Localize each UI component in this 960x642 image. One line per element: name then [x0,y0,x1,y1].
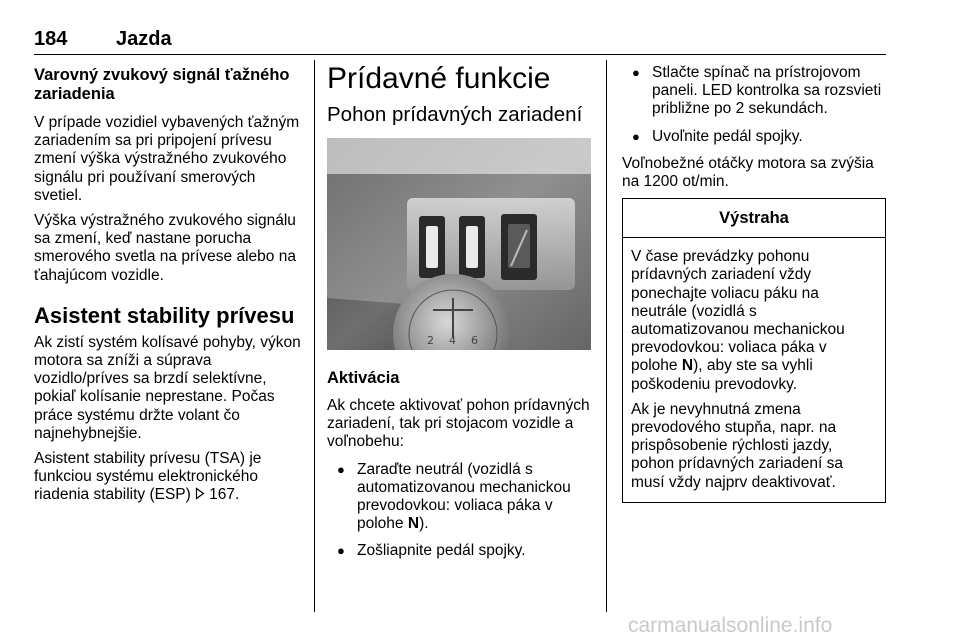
warning-p1-end: ), aby ste sa vyhli poškodeniu prevodovky. [631,357,813,393]
step-text: Stlačte spínač na prístrojovom paneli. LED kontrolka sa rozsvieti približne po 2 sekundách. [652,64,882,118]
column-divider-left [314,60,315,612]
warning-p1-text: V čase prevádzky pohonu prídavných zariadení vždy ponechajte voliacu páku na neutrále (vozidlá s automatizovanou mechanickou prevodovkou: voliaca páka v polohe [631,248,845,375]
stability-paragraph-2 [34,450,306,506]
page-number: 184 [34,28,68,50]
section-title: Jazda [116,28,172,50]
column-left [34,66,306,513]
warning-paragraph-2: Ak je nevyhnutná zmena prevodového stupňa, napr. na prispôsobenie rýchlosti jazdy, pohon prídavných zariadení sa musí vždy najprv deaktivovať. [631,400,843,491]
warning-box [622,198,886,503]
section-subtitle: Pohon prídavných zariadení [327,103,583,126]
list-item [327,461,597,534]
gear-digit-6: 6 [471,334,478,347]
step-bold: N [407,515,420,533]
activation-intro: Ak chcete aktivovať pohon prídavných zariadení, tak pri stojacom vozidle a voľnobehu: [327,397,590,451]
watermark: carmanualsonline.info [628,614,833,637]
step-text: Zošliapnite pedál spojky. [357,542,526,560]
stability-page-reference[interactable]: 167. [209,486,240,504]
step-text-end: ). [419,515,429,533]
stability-paragraph-2-text: Asistent stability prívesu (TSA) je funkciou systému elektronického riadenia stability (ESP) [34,450,262,504]
trailer-signal-paragraph-2: Výška výstražného zvukového signálu sa zmení, keď nastane porucha smerového svetla na prívese alebo na ťahajúcom vozidle. [34,212,296,284]
column-divider-right [606,60,607,612]
idle-speed-text: Voľnobežné otáčky motora sa zvýšia na 1200 ot/min. [622,154,874,191]
stability-paragraph-1: Ak zistí systém kolísavé pohyby, výkon motora sa zníži a súprava vozidlo/príves sa brzdí selektívne, pokiaľ kolísanie neprestane. Počas práce systému držte volant čo najnehybnejšie. [34,333,301,442]
page-header [34,28,886,55]
warning-body [623,238,885,502]
bullet-icon: ● [337,461,345,477]
gear-digit-4: 4 [449,334,456,347]
list-item [327,542,597,560]
trailer-signal-paragraph-1: V prípade vozidiel vybavených ťažným zariadením sa pri pripojení prívesu zmení výška výstražného zvukového signálu pri používaní smerových svetiel. [34,114,300,204]
step-text: Zaraďte neutrál (vozidlá s automatizovanou mechanickou prevodovkou: voliaca páka v polohe [357,460,571,533]
list-item [622,128,886,146]
column-right [622,64,886,503]
stability-heading: Asistent stability prívesu [34,302,295,328]
activation-steps-continued [622,64,886,146]
warning-p1-bold: N [681,357,694,375]
bullet-icon: ● [632,65,640,80]
page-reference-arrow-icon[interactable] [195,487,205,505]
column-middle [327,62,597,570]
bullet-icon: ● [632,128,640,144]
activation-heading: Aktivácia [327,369,400,387]
warning-title: Výstraha [623,199,885,238]
pto-switch-photo [327,138,597,350]
list-item [622,64,886,119]
activation-steps [327,461,597,561]
warning-paragraph-1 [631,248,877,394]
trailer-signal-heading: Varovný zvukový signál ťažného zariadenia [34,66,290,103]
step-text: Uvoľnite pedál spojky. [652,127,803,145]
section-main-title: Prídavné funkcie [327,62,551,95]
bullet-icon: ● [337,543,345,559]
gear-digit-2: 2 [427,334,434,347]
